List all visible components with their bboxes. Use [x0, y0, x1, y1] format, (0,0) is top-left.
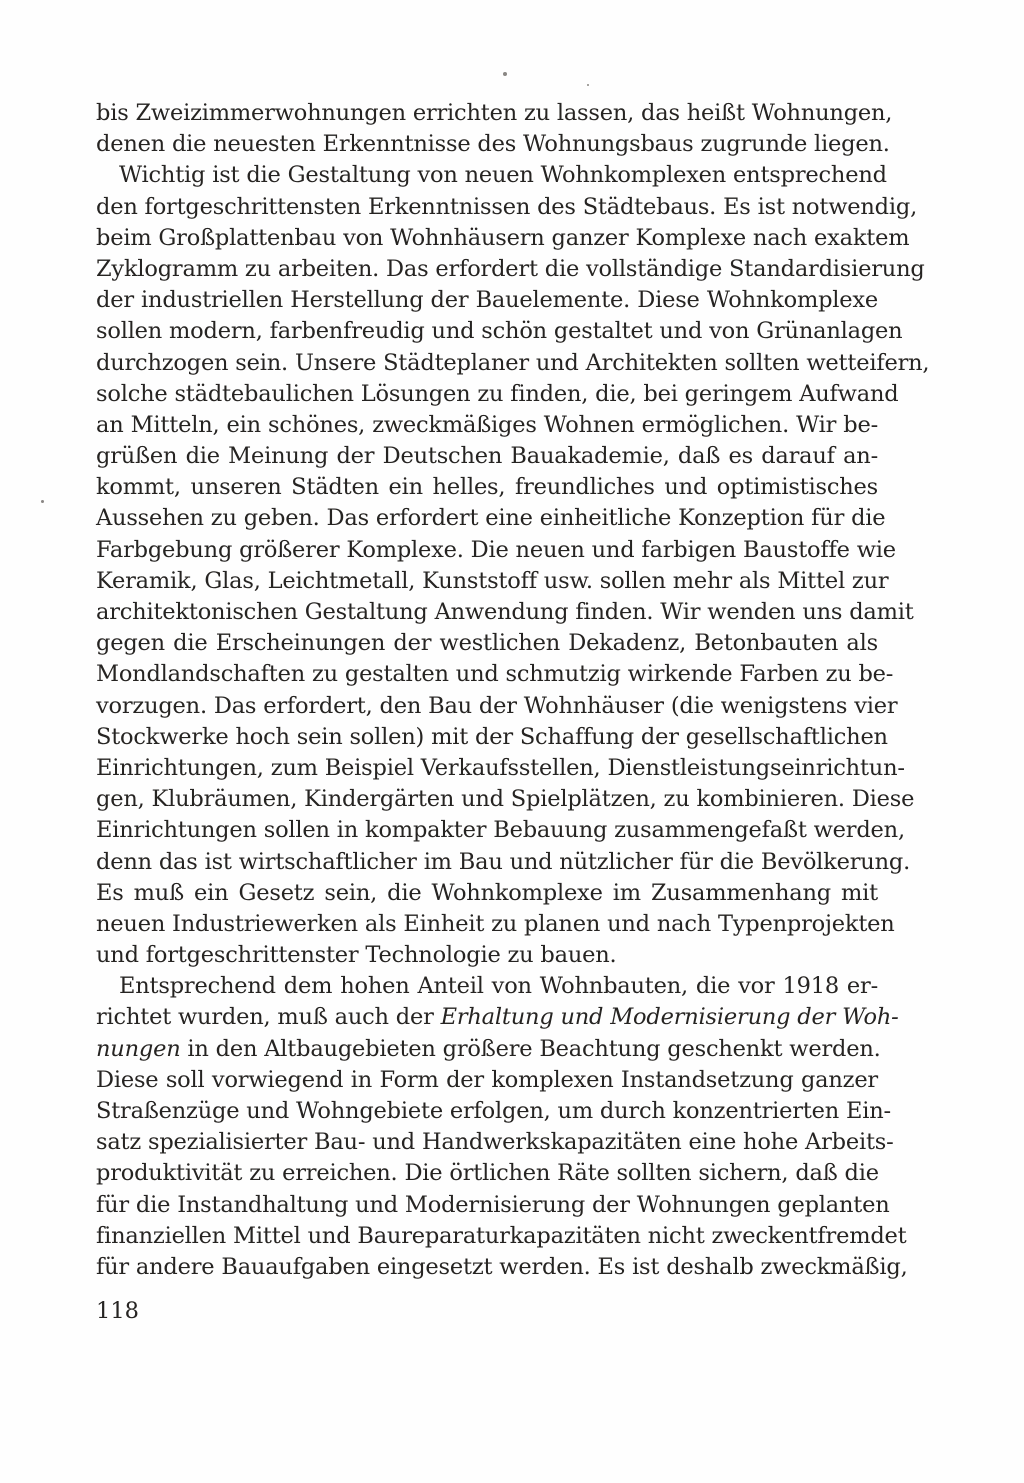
- text-line: Entsprechend dem hohen Anteil von Wohnbauten, die vor 1918 er-: [119, 973, 878, 1000]
- text-line: grüßen die Meinung der Deutschen Bauakademie, daß es darauf an-: [96, 443, 878, 470]
- scan-speck: [503, 72, 507, 76]
- text-line: produktivität zu erreichen. Die örtlichen Räte sollten sichern, daß die: [96, 1160, 879, 1187]
- text-line: an Mitteln, ein schönes, zweckmäßiges Wohnen ermöglichen. Wir be-: [96, 411, 878, 438]
- text-line: der industriellen Herstellung der Bauelemente. Diese Wohnkomplexe: [96, 287, 878, 314]
- text-line: [96, 1034, 881, 1065]
- page-number: 118: [96, 1298, 139, 1324]
- text-line: Einrichtungen sollen in kompakter Bebauung zusammengefaßt werden,: [96, 817, 905, 844]
- text-line: solche städtebaulichen Lösungen zu finden, die, bei geringem Aufwand: [96, 380, 899, 407]
- text-line: architektonischen Gestaltung Anwendung finden. Wir wenden uns damit: [96, 599, 914, 625]
- scan-speck: [587, 84, 589, 86]
- text-line: satz spezialisierter Bau- und Handwerkskapazitäten eine hohe Arbeits-: [96, 1129, 894, 1156]
- text-line: Stockwerke hoch sein sollen) mit der Schaffung der gesellschaftlichen: [96, 723, 888, 750]
- text-line: vorzugen. Das erfordert, den Bau der Wohnhäuser (die wenigstens vier: [96, 692, 898, 719]
- text-line: finanziellen Mittel und Baureparaturkapazitäten nicht zweckentfremdet: [96, 1222, 907, 1249]
- text-line: Es muß ein Gesetz sein, die Wohnkomplexe im Zusammenhang mit: [96, 879, 878, 906]
- italic-text-run: nungen: [96, 1035, 181, 1062]
- text-line: [96, 1002, 899, 1033]
- text-line: Wichtig ist die Gestaltung von neuen Wohnkomplexen entsprechend: [119, 162, 887, 189]
- text-line: und fortgeschrittenster Technologie zu bauen.: [96, 942, 617, 969]
- text-run: richtet wurden, muß auch der: [96, 1004, 441, 1031]
- text-line: durchzogen sein. Unsere Städteplaner und Architekten sollten wetteifern,: [96, 349, 930, 376]
- text-line: Aussehen zu geben. Das erfordert eine einheitliche Konzeption für die: [96, 505, 886, 532]
- text-line: Diese soll vorwiegend in Form der komplexen Instandsetzung ganzer: [96, 1066, 878, 1093]
- text-line: Farbgebung größerer Komplexe. Die neuen und farbigen Baustoffe wie: [96, 536, 896, 563]
- text-line: neuen Industriewerken als Einheit zu planen und nach Typenprojekten: [96, 910, 895, 937]
- text-line: kommt, unseren Städten ein helles, freundliches und optimistisches: [96, 474, 878, 501]
- text-line: Mondlandschaften zu gestalten und schmutzig wirkende Farben zu be-: [96, 661, 894, 688]
- text-line: Einrichtungen, zum Beispiel Verkaufsstellen, Dienstleistungseinrichtun-: [96, 754, 905, 781]
- text-line: den fortgeschrittensten Erkenntnissen des Städtebaus. Es ist notwendig,: [96, 193, 918, 220]
- text-line: beim Großplattenbau von Wohnhäusern ganzer Komplexe nach exaktem: [96, 224, 910, 251]
- text-line: denen die neuesten Erkenntnisse des Wohnungsbaus zugrunde liegen.: [96, 131, 890, 158]
- text-line: sollen modern, farbenfreudig und schön gestaltet und von Grünanlagen: [96, 318, 903, 345]
- text-line: gen, Klubräumen, Kindergärten und Spielplätzen, zu kombinieren. Diese: [96, 786, 915, 813]
- text-line: für die Instandhaltung und Modernisierung der Wohnungen geplanten: [96, 1191, 890, 1218]
- body-text: [96, 98, 930, 1283]
- text-line: für andere Bauaufgaben eingesetzt werden. Es ist deshalb zweckmäßig,: [96, 1253, 908, 1280]
- text-line: Zyklogramm zu arbeiten. Das erfordert die vollständige Standardisierung: [96, 255, 925, 282]
- text-run: in den Altbaugebieten größere Beachtung geschenkt werden.: [180, 1035, 881, 1062]
- text-line: bis Zweizimmerwohnungen errichten zu lassen, das heißt Wohnungen,: [96, 100, 893, 126]
- text-line: denn das ist wirtschaftlicher im Bau und nützlicher für die Bevölkerung.: [96, 848, 911, 875]
- text-line: Straßenzüge und Wohngebiete erfolgen, um durch konzentrierten Ein-: [96, 1098, 891, 1124]
- text-line: gegen die Erscheinungen der westlichen Dekadenz, Betonbauten als: [96, 630, 878, 657]
- italic-text-run: Erhaltung und Modernisierung der Woh-: [440, 1004, 899, 1031]
- text-line: Keramik, Glas, Leichtmetall, Kunststoff usw. sollen mehr als Mittel zur: [96, 567, 889, 594]
- scan-speck: [41, 500, 44, 503]
